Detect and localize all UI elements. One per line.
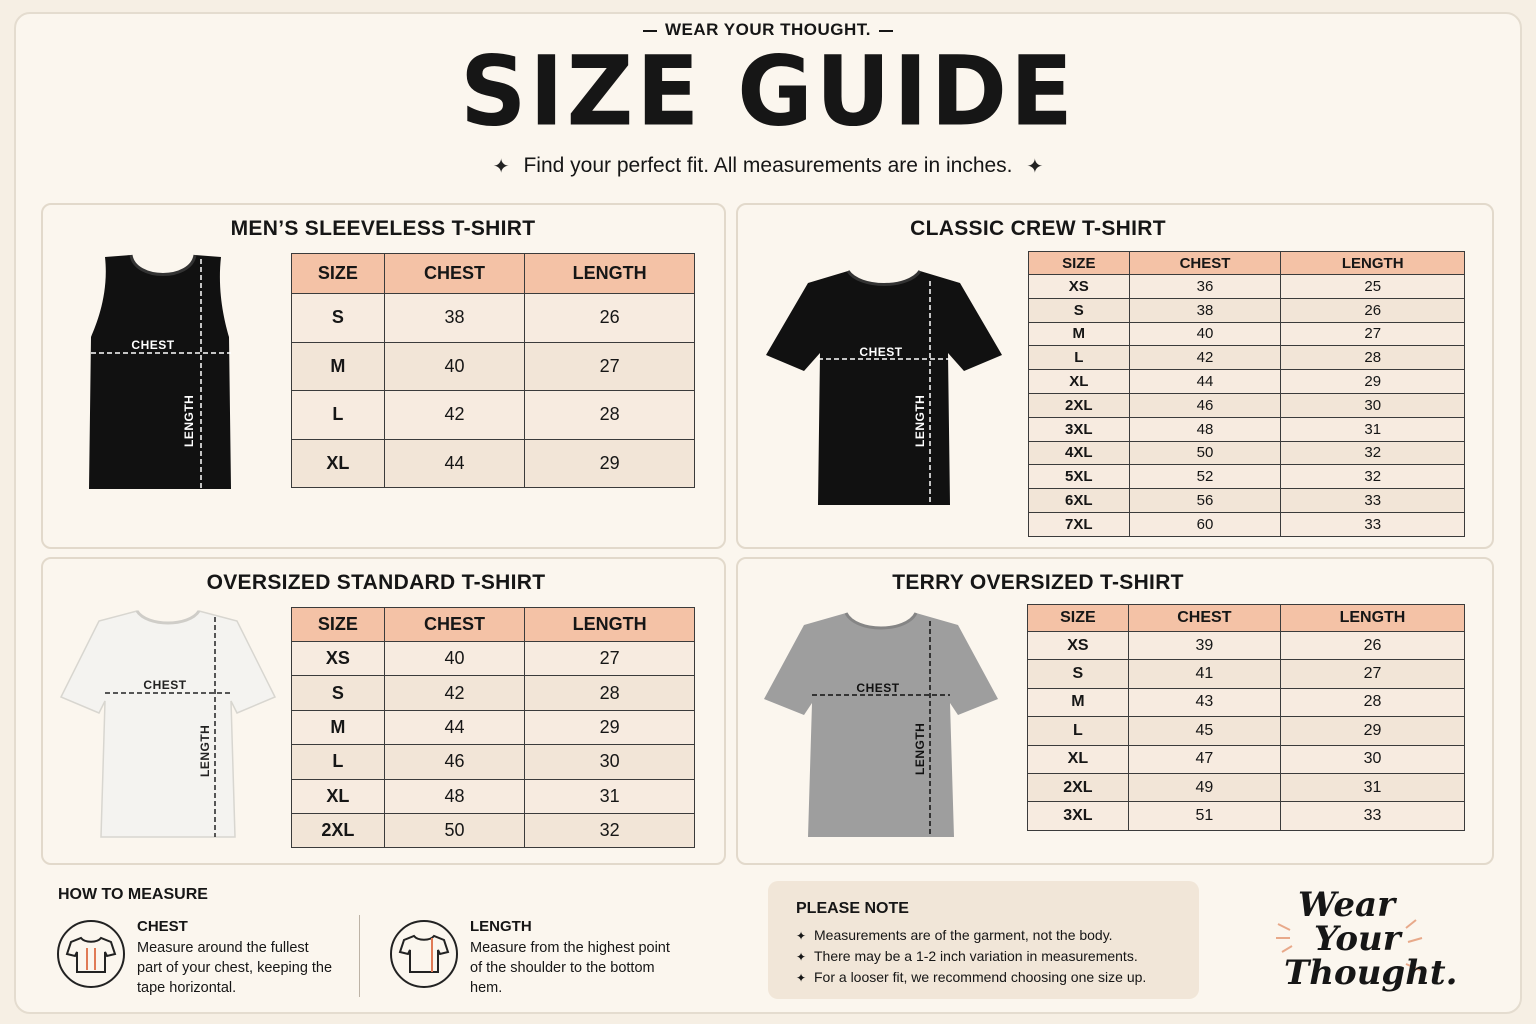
length-cell: 27 bbox=[525, 642, 695, 676]
panel-terry-oversized bbox=[736, 557, 1494, 865]
size-cell: M bbox=[292, 710, 385, 744]
size-cell: XL bbox=[292, 779, 385, 813]
length-cell: 28 bbox=[1281, 346, 1465, 370]
chest-cell: 45 bbox=[1128, 717, 1280, 745]
size-cell: L bbox=[292, 745, 385, 779]
size-cell: XL bbox=[1028, 745, 1129, 773]
chest-cell: 46 bbox=[384, 745, 524, 779]
size-table bbox=[1028, 251, 1465, 537]
column-header: CHEST bbox=[384, 254, 524, 294]
logo-line-2: Your bbox=[1314, 919, 1401, 959]
sparkle-bullet-icon: ✦ bbox=[796, 971, 807, 985]
size-cell: XS bbox=[1028, 632, 1129, 660]
chest-cell: 56 bbox=[1129, 489, 1281, 513]
length-cell: 27 bbox=[1280, 660, 1464, 688]
size-cell: S bbox=[1028, 660, 1129, 688]
chest-cell: 50 bbox=[384, 813, 524, 847]
crew-tshirt-illustration bbox=[764, 269, 1004, 507]
note-list bbox=[796, 925, 1146, 988]
size-table bbox=[1027, 604, 1465, 831]
note-title: PLEASE NOTE bbox=[796, 900, 909, 917]
chest-cell: 48 bbox=[384, 779, 524, 813]
size-cell: 3XL bbox=[1028, 802, 1129, 830]
length-cell: 30 bbox=[525, 745, 695, 779]
column-header: LENGTH bbox=[525, 608, 695, 642]
note-text: Measurements are of the garment, not the body. bbox=[814, 927, 1113, 943]
chest-cell: 40 bbox=[384, 642, 524, 676]
size-cell: S bbox=[292, 294, 385, 343]
measure-title: LENGTH bbox=[470, 918, 532, 935]
size-cell: 2XL bbox=[292, 813, 385, 847]
chest-cell: 46 bbox=[1129, 393, 1281, 417]
panel-title: OVERSIZED STANDARD T-SHIRT bbox=[206, 571, 546, 594]
page-title: SIZE GUIDE bbox=[460, 35, 1076, 148]
note-text: There may be a 1-2 inch variation in measurements. bbox=[814, 948, 1138, 964]
chest-cell: 42 bbox=[384, 391, 524, 440]
size-cell: L bbox=[1028, 717, 1129, 745]
length-cell: 26 bbox=[1280, 632, 1464, 660]
sparkle-bullet-icon: ✦ bbox=[796, 929, 807, 943]
chest-cell: 52 bbox=[1129, 465, 1281, 489]
length-cell: 33 bbox=[1281, 489, 1465, 513]
chest-cell: 51 bbox=[1128, 802, 1280, 830]
chest-cell: 41 bbox=[1128, 660, 1280, 688]
table-row bbox=[1029, 441, 1465, 465]
length-cell: 31 bbox=[525, 779, 695, 813]
column-header: SIZE bbox=[1029, 252, 1130, 275]
length-cell: 26 bbox=[525, 294, 695, 343]
panel-sleeveless bbox=[41, 203, 726, 549]
chest-label: CHEST bbox=[143, 678, 187, 692]
chest-cell: 36 bbox=[1129, 275, 1281, 299]
length-cell: 30 bbox=[1281, 393, 1465, 417]
table-row bbox=[292, 642, 695, 676]
size-cell: 3XL bbox=[1029, 417, 1130, 441]
table-row bbox=[1028, 688, 1465, 716]
chest-label: CHEST bbox=[131, 338, 175, 352]
column-header: SIZE bbox=[292, 254, 385, 294]
size-cell: M bbox=[1028, 688, 1129, 716]
table-row bbox=[292, 710, 695, 744]
sparkle-icon: ✦ bbox=[492, 156, 510, 178]
table-row bbox=[1028, 717, 1465, 745]
length-cell: 27 bbox=[1281, 322, 1465, 346]
length-label: LENGTH bbox=[198, 724, 212, 777]
note-item bbox=[796, 967, 1146, 988]
chest-cell: 60 bbox=[1129, 512, 1281, 536]
table-row bbox=[292, 342, 695, 391]
length-cell: 29 bbox=[1281, 370, 1465, 394]
table-row bbox=[1029, 465, 1465, 489]
size-table bbox=[291, 253, 695, 488]
table-row bbox=[292, 676, 695, 710]
dash-right bbox=[879, 30, 893, 32]
logo-line-3: Thought. bbox=[1284, 953, 1458, 993]
column-header: CHEST bbox=[1129, 252, 1281, 275]
oversized-tshirt-illustration bbox=[59, 609, 277, 839]
table-row bbox=[1029, 298, 1465, 322]
table-row bbox=[1028, 745, 1465, 773]
length-cell: 31 bbox=[1281, 417, 1465, 441]
table-row bbox=[292, 439, 695, 488]
table-row bbox=[1029, 346, 1465, 370]
column-header: LENGTH bbox=[525, 254, 695, 294]
chest-label: CHEST bbox=[856, 681, 900, 695]
dash-left bbox=[643, 30, 657, 32]
tank-top-illustration bbox=[83, 253, 243, 495]
length-cell: 27 bbox=[525, 342, 695, 391]
length-cell: 32 bbox=[1281, 465, 1465, 489]
size-cell: 2XL bbox=[1029, 393, 1130, 417]
size-cell: L bbox=[1029, 346, 1130, 370]
table-row bbox=[292, 745, 695, 779]
length-cell: 29 bbox=[1280, 717, 1464, 745]
size-cell: S bbox=[1029, 298, 1130, 322]
chest-cell: 49 bbox=[1128, 773, 1280, 801]
chest-cell: 42 bbox=[384, 676, 524, 710]
terry-tshirt-illustration bbox=[762, 611, 1000, 839]
length-cell: 33 bbox=[1281, 512, 1465, 536]
size-table bbox=[291, 607, 695, 848]
table-row bbox=[1029, 512, 1465, 536]
table-row bbox=[1028, 802, 1465, 830]
measure-title: CHEST bbox=[137, 918, 188, 935]
chest-cell: 48 bbox=[1129, 417, 1281, 441]
size-cell: 6XL bbox=[1029, 489, 1130, 513]
table-row bbox=[1029, 489, 1465, 513]
chest-cell: 43 bbox=[1128, 688, 1280, 716]
panel-oversized-standard bbox=[41, 557, 726, 865]
length-cell: 33 bbox=[1280, 802, 1464, 830]
length-label: LENGTH bbox=[913, 722, 927, 775]
length-cell: 28 bbox=[1280, 688, 1464, 716]
size-cell: XS bbox=[292, 642, 385, 676]
table-row bbox=[1028, 773, 1465, 801]
size-cell: XL bbox=[292, 439, 385, 488]
chest-cell: 40 bbox=[1129, 322, 1281, 346]
size-cell: L bbox=[292, 391, 385, 440]
table-row bbox=[1029, 370, 1465, 394]
table-row bbox=[292, 294, 695, 343]
chest-cell: 44 bbox=[384, 710, 524, 744]
sparkle-icon: ✦ bbox=[1026, 156, 1044, 178]
length-measure-icon bbox=[390, 920, 458, 988]
size-cell: 2XL bbox=[1028, 773, 1129, 801]
panel-classic-crew bbox=[736, 203, 1494, 549]
length-label: LENGTH bbox=[182, 394, 196, 447]
column-header: SIZE bbox=[292, 608, 385, 642]
length-cell: 26 bbox=[1281, 298, 1465, 322]
measure-description: Measure around the fullest part of your chest, keeping the tape horizontal. bbox=[137, 940, 333, 996]
chest-label: CHEST bbox=[859, 345, 903, 359]
column-header: LENGTH bbox=[1281, 252, 1465, 275]
length-cell: 30 bbox=[1280, 745, 1464, 773]
table-row bbox=[1029, 393, 1465, 417]
chest-cell: 38 bbox=[1129, 298, 1281, 322]
column-header: CHEST bbox=[1128, 605, 1280, 632]
size-cell: 4XL bbox=[1029, 441, 1130, 465]
chest-cell: 38 bbox=[384, 294, 524, 343]
length-cell: 31 bbox=[1280, 773, 1464, 801]
chest-cell: 40 bbox=[384, 342, 524, 391]
panel-title: TERRY OVERSIZED T-SHIRT bbox=[892, 571, 1184, 594]
table-row bbox=[1028, 660, 1465, 688]
note-text: For a looser fit, we recommend choosing one size up. bbox=[814, 969, 1147, 985]
column-header: CHEST bbox=[384, 608, 524, 642]
table-row bbox=[292, 391, 695, 440]
chest-cell: 44 bbox=[1129, 370, 1281, 394]
measure-description: Measure from the highest point of the shoulder to the bottom hem. bbox=[470, 940, 670, 996]
size-cell: 7XL bbox=[1029, 512, 1130, 536]
chest-cell: 44 bbox=[384, 439, 524, 488]
logo-line-1: Wear bbox=[1298, 885, 1395, 925]
chest-cell: 39 bbox=[1128, 632, 1280, 660]
tagline-text: WEAR YOUR THOUGHT. bbox=[664, 20, 872, 39]
length-label: LENGTH bbox=[913, 394, 927, 447]
panel-title: CLASSIC CREW T-SHIRT bbox=[910, 217, 1166, 240]
please-note-box bbox=[768, 881, 1199, 999]
panel-title: MEN’S SLEEVELESS T-SHIRT bbox=[230, 217, 536, 240]
column-header: LENGTH bbox=[1280, 605, 1464, 632]
size-cell: XL bbox=[1029, 370, 1130, 394]
length-cell: 29 bbox=[525, 439, 695, 488]
length-cell: 28 bbox=[525, 391, 695, 440]
note-item bbox=[796, 925, 1146, 946]
table-row bbox=[1029, 275, 1465, 299]
size-cell: M bbox=[292, 342, 385, 391]
size-cell: S bbox=[292, 676, 385, 710]
length-cell: 25 bbox=[1281, 275, 1465, 299]
size-cell: M bbox=[1029, 322, 1130, 346]
chest-measure-icon bbox=[57, 920, 125, 988]
length-cell: 29 bbox=[525, 710, 695, 744]
length-cell: 32 bbox=[525, 813, 695, 847]
note-item bbox=[796, 946, 1146, 967]
table-row bbox=[1028, 632, 1465, 660]
chest-cell: 47 bbox=[1128, 745, 1280, 773]
brand-logo bbox=[1270, 872, 1458, 1002]
length-cell: 32 bbox=[1281, 441, 1465, 465]
subtitle bbox=[0, 154, 1536, 179]
size-cell: 5XL bbox=[1029, 465, 1130, 489]
table-row bbox=[1029, 417, 1465, 441]
size-cell: XS bbox=[1029, 275, 1130, 299]
length-cell: 28 bbox=[525, 676, 695, 710]
how-to-measure-title: HOW TO MEASURE bbox=[58, 886, 208, 903]
column-header: SIZE bbox=[1028, 605, 1129, 632]
table-row bbox=[292, 779, 695, 813]
table-row bbox=[1029, 322, 1465, 346]
chest-cell: 50 bbox=[1129, 441, 1281, 465]
sparkle-bullet-icon: ✦ bbox=[796, 950, 807, 964]
divider bbox=[359, 915, 360, 997]
subtitle-text: Find your perfect fit. All measurements are in inches. bbox=[523, 154, 1013, 178]
chest-cell: 42 bbox=[1129, 346, 1281, 370]
table-row bbox=[292, 813, 695, 847]
